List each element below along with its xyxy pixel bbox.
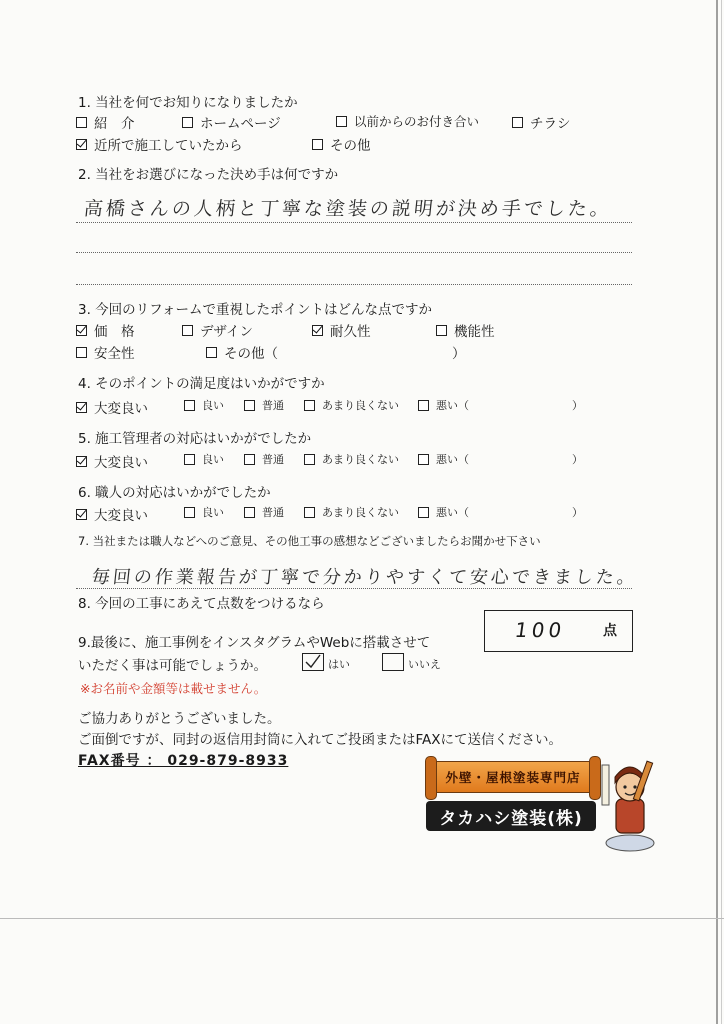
checkbox[interactable] — [418, 507, 429, 518]
option-label: チラシ — [530, 116, 571, 132]
checkbox[interactable] — [184, 507, 195, 518]
question-8: 8. 今回の工事にあえて点数をつけるなら — [78, 596, 325, 612]
checkbox[interactable] — [244, 454, 255, 465]
thanks-text: ご協力ありがとうございました。 — [78, 711, 281, 727]
option-label: 良い — [202, 506, 224, 519]
logo-banner: 外壁・屋根塗装専門店 — [432, 761, 594, 793]
q6-option-bad[interactable] — [418, 504, 469, 520]
q5-option-very-good[interactable] — [76, 451, 148, 471]
option-label: 以前からのお付き合い — [354, 114, 480, 129]
q4-option-very-good[interactable] — [76, 397, 148, 417]
q6-option-good[interactable] — [184, 504, 224, 520]
privacy-note: ※お名前や金額等は載せません。 — [80, 681, 267, 696]
answer-line — [76, 252, 632, 253]
checkbox[interactable] — [184, 454, 195, 465]
score-box[interactable] — [484, 610, 633, 652]
option-label: 普通 — [262, 453, 284, 466]
option-label: 良い — [202, 453, 224, 466]
option-label: 普通 — [262, 506, 284, 519]
paren-close: ） — [572, 506, 583, 519]
checkbox[interactable] — [244, 400, 255, 411]
checkbox-checked[interactable] — [76, 325, 87, 336]
checkbox[interactable] — [312, 139, 323, 150]
checkbox[interactable] — [512, 117, 523, 128]
checkbox[interactable] — [336, 116, 347, 127]
fax-number: FAX番号 ： 029-879-8933 — [78, 753, 289, 769]
q1-option-other[interactable] — [312, 134, 371, 154]
checkbox-checked[interactable] — [76, 456, 87, 467]
option-label: 大変良い — [94, 401, 148, 417]
q1-option-previous[interactable] — [336, 112, 479, 130]
q6-option-not-good[interactable] — [304, 504, 399, 520]
option-label: その他 — [330, 138, 371, 154]
q3-option-other[interactable] — [206, 342, 278, 362]
option-label: その他（ — [224, 346, 278, 362]
paren-close: ） — [572, 453, 583, 466]
page-edge — [0, 918, 724, 919]
option-label: 大変良い — [94, 455, 148, 471]
checkbox[interactable] — [182, 117, 193, 128]
score-value: 100 — [513, 618, 567, 642]
question-7: 7. 当社または職人などへのご意見、その他工事の感想などございましたらお聞かせ下さい — [78, 534, 541, 548]
option-label: 安全性 — [94, 346, 135, 362]
question-9-line2: いただく事は可能でしょうか。 — [78, 658, 267, 674]
q7-handwritten-answer: 毎回の作業報告が丁寧で分かりやすくて安心できました。 — [90, 567, 639, 588]
score-unit: 点 — [603, 623, 617, 639]
option-label: 普通 — [262, 399, 284, 412]
q5-option-good[interactable] — [184, 451, 224, 467]
checkbox[interactable] — [304, 400, 315, 411]
option-label: 大変良い — [94, 508, 148, 524]
no-label: いいえ — [408, 658, 441, 671]
option-label: あまり良くない — [322, 506, 399, 519]
logo-company-name: タカハシ塗装(株) — [426, 801, 596, 831]
answer-line — [76, 588, 632, 589]
checkbox-checked[interactable] — [312, 325, 323, 336]
option-label: あまり良くない — [322, 399, 399, 412]
no-checkbox[interactable] — [382, 653, 404, 671]
checkbox[interactable] — [304, 454, 315, 465]
paren-close: ） — [572, 399, 583, 412]
q3-option-durability[interactable] — [312, 320, 371, 340]
page-edge — [721, 0, 722, 1024]
checkbox[interactable] — [76, 117, 87, 128]
q1-option-homepage[interactable] — [182, 112, 281, 132]
option-label: 近所で施工していたから — [94, 138, 243, 154]
q1-option-flyer[interactable] — [512, 112, 571, 132]
checkbox[interactable] — [244, 507, 255, 518]
option-label: 悪い（ — [436, 453, 469, 466]
checkbox-checked[interactable] — [76, 509, 87, 520]
question-3: 3. 今回のリフォームで重視したポイントはどんな点ですか — [78, 302, 432, 318]
question-6: 6. 職人の対応はいかがでしたか — [78, 485, 271, 501]
q3-option-safety[interactable] — [76, 342, 135, 362]
q5-paren-close — [572, 451, 583, 467]
option-label: デザイン — [200, 324, 254, 340]
checkmark-icon — [303, 654, 323, 670]
paren-close: ） — [452, 346, 466, 362]
option-label: ホームページ — [200, 116, 281, 132]
question-2: 2. 当社をお選びになった決め手は何ですか — [78, 167, 339, 183]
company-logo — [432, 755, 662, 855]
question-4: 4. そのポイントの満足度はいかがですか — [78, 376, 325, 392]
question-9-line1: 9.最後に、施工事例をインスタグラムやWebに搭載させて — [78, 635, 431, 651]
q3-option-price[interactable] — [76, 320, 135, 340]
q6-paren-close — [572, 504, 583, 520]
q4-option-average[interactable] — [244, 397, 284, 413]
checkbox-checked[interactable] — [76, 402, 87, 413]
checkbox-checked[interactable] — [76, 139, 87, 150]
question-1: 1. 当社を何でお知りになりましたか — [78, 95, 298, 111]
q3-option-function[interactable] — [436, 320, 495, 340]
question-5: 5. 施工管理者の対応はいかがでしたか — [78, 431, 312, 447]
q5-option-not-good[interactable] — [304, 451, 399, 467]
q3-other-close — [452, 342, 466, 362]
option-label: 機能性 — [454, 324, 495, 340]
answer-line — [76, 222, 632, 223]
checkbox[interactable] — [418, 400, 429, 411]
mascot-icon — [600, 755, 662, 853]
answer-line — [76, 284, 632, 285]
q6-option-average[interactable] — [244, 504, 284, 520]
checkbox[interactable] — [206, 347, 217, 358]
request-text: ご面倒ですが、同封の返信用封筒に入れてご投函またはFAXにて送信ください。 — [78, 732, 563, 748]
option-label: 良い — [202, 399, 224, 412]
checkbox[interactable] — [182, 325, 193, 336]
q2-handwritten-answer: 高橋さんの人柄と丁寧な塗装の説明が決め手でした。 — [82, 198, 614, 220]
option-label: 価 格 — [94, 324, 135, 340]
option-label: あまり良くない — [322, 453, 399, 466]
option-label: 耐久性 — [330, 324, 371, 340]
option-label: 悪い（ — [436, 506, 469, 519]
checkbox[interactable] — [304, 507, 315, 518]
option-label: 悪い（ — [436, 399, 469, 412]
q5-option-average[interactable] — [244, 451, 284, 467]
option-label: 紹 介 — [94, 116, 135, 132]
q4-paren-close — [572, 397, 583, 413]
q1-option-introduction[interactable] — [76, 112, 135, 132]
q5-option-bad[interactable] — [418, 451, 469, 467]
q4-option-not-good[interactable] — [304, 397, 399, 413]
yes-label: はい — [328, 658, 350, 671]
q3-option-design[interactable] — [182, 320, 253, 340]
yes-checkbox[interactable] — [302, 653, 324, 671]
q6-option-very-good[interactable] — [76, 504, 148, 524]
q4-option-bad[interactable] — [418, 397, 469, 413]
checkbox[interactable] — [418, 454, 429, 465]
q4-option-good[interactable] — [184, 397, 224, 413]
q1-option-nearby[interactable] — [76, 134, 243, 154]
checkbox[interactable] — [436, 325, 447, 336]
checkbox[interactable] — [76, 347, 87, 358]
checkbox[interactable] — [184, 400, 195, 411]
page-edge — [716, 0, 718, 1024]
